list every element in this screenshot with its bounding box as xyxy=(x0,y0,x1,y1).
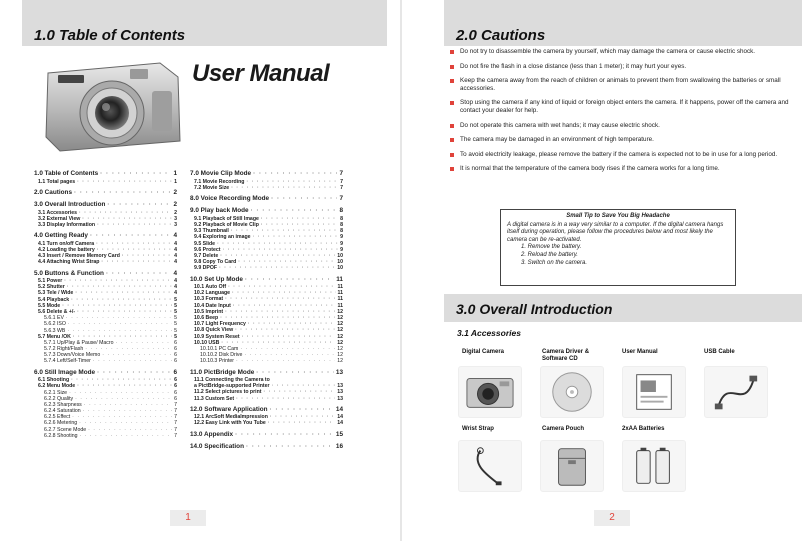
toc-entry-title: 6.2.5 Effect xyxy=(44,414,71,421)
toc-entry-title: 1.1 Total pages xyxy=(38,178,76,185)
toc-entry-title: 7.0 Movie Clip Mode xyxy=(190,170,252,177)
toc-leader-dots xyxy=(268,420,335,426)
toc-entry-title: 4.3 Insert / Remove Memory Card xyxy=(38,253,120,260)
toc-leader-dots xyxy=(101,259,172,265)
toc-entry-page: 6 xyxy=(174,346,177,353)
toc-entry-page: 8 xyxy=(340,215,343,222)
toc-entry[interactable] xyxy=(34,190,177,198)
toc-entry[interactable] xyxy=(190,432,343,440)
toc-leader-dots xyxy=(251,208,338,214)
toc-entry-title: 10.6 Beep xyxy=(194,315,219,321)
user-manual-icon xyxy=(622,366,686,418)
toc-entry-title: 5.1 Power xyxy=(38,278,63,284)
toc-entry-title: 10.9 System Reset xyxy=(194,333,240,340)
toc-entry-title: 1.0 Table of Contents xyxy=(34,170,99,177)
caution-text: Stop using the camera if any kind of liquid or foreign object enters the camera. If it happens, power off the camera and contact your dealer for help. xyxy=(460,99,789,114)
toc-column-left xyxy=(34,166,177,439)
camera-image xyxy=(40,55,190,155)
toc-leader-dots xyxy=(107,202,171,208)
cautions-header-bar xyxy=(444,0,802,46)
tip-title: Small Tip to Save You Big Headache xyxy=(566,213,670,219)
toc-entry-title: 9.4 Exploring an image xyxy=(194,234,251,241)
toc-entry-page: 14 xyxy=(337,414,343,421)
toc-entry-title: 5.6.1 EV xyxy=(44,315,64,322)
left-page xyxy=(0,0,400,541)
toc-header-bar xyxy=(22,0,387,46)
usb-cable-icon xyxy=(704,366,768,418)
toc-leader-dots xyxy=(90,233,171,239)
toc-entry-page: 2 xyxy=(173,201,177,209)
toc-entry-title: 12.1 ArcSoft MediaImpression xyxy=(194,414,268,421)
toc-entry-title: 9.9 DPOF xyxy=(194,265,218,272)
toc-entry-title: 10.10.1 PC Cam xyxy=(200,345,239,352)
toc-entry-page: 6 xyxy=(174,389,177,396)
tip-step: 1. Remove the battery. xyxy=(521,244,582,251)
toc-entry-page: 4 xyxy=(173,232,177,240)
toc-entry-title: 5.7.1 Up/Play & Pause/ Macro xyxy=(44,339,114,346)
toc-entry[interactable] xyxy=(34,259,177,265)
toc-entry-page: 12 xyxy=(337,321,343,328)
toc-entry-page: 1 xyxy=(174,178,177,185)
toc-entry[interactable] xyxy=(34,202,177,210)
toc-leader-dots xyxy=(235,432,334,438)
toc-entry-title: 10.10.2 Disk Drive xyxy=(200,352,243,359)
toc-entry-page: 7 xyxy=(174,432,177,439)
red-bullet-icon xyxy=(450,167,454,171)
toc-entry-page: 7 xyxy=(174,420,177,427)
toc-entry-page: 7 xyxy=(174,414,177,421)
toc-entry-page: 3 xyxy=(174,215,177,222)
toc-entry-page: 4 xyxy=(173,269,177,277)
toc-entry-title: 9.0 Play back Mode xyxy=(190,207,249,215)
digital-camera-icon xyxy=(458,366,522,418)
toc-entry-title: 5.4 Playback xyxy=(38,296,70,303)
toc-entry-title: 5.6 Delete & +/- xyxy=(38,308,76,315)
toc-entry-title: 9.3 Thumbnail xyxy=(194,228,229,235)
toc-leader-dots xyxy=(236,396,335,402)
red-bullet-icon xyxy=(450,101,454,105)
toc-entry-page: 11 xyxy=(337,290,343,297)
toc-entry-page: 12 xyxy=(337,315,343,321)
right-page xyxy=(402,0,802,541)
toc-entry-page: 15 xyxy=(335,430,343,438)
toc-entry-page: 5 xyxy=(174,321,177,328)
toc-entry-title: 12.0 Software Application xyxy=(190,405,268,413)
toc-entry-page: 5 xyxy=(174,296,177,303)
toc-entry-title: 5.7.3 Down/Voice Memo xyxy=(44,352,101,359)
toc-entry-title: 10.4 Date Input xyxy=(194,302,231,309)
toc-entry[interactable] xyxy=(190,396,343,402)
caution-item xyxy=(454,77,794,92)
overall-intro-header-title: 3.0 Overall Introduction xyxy=(456,301,613,317)
toc-entry[interactable] xyxy=(34,222,177,228)
toc-entry[interactable] xyxy=(190,407,343,415)
toc-entry[interactable] xyxy=(34,370,177,378)
toc-entry[interactable] xyxy=(190,277,343,285)
accessory-label: Digital Camera xyxy=(462,349,505,355)
toc-leader-dots xyxy=(74,190,171,196)
page-number-left: 1 xyxy=(170,510,206,526)
toc-entry-page: 7 xyxy=(340,184,343,191)
toc-entry-page: 4 xyxy=(174,240,177,247)
toc-leader-dots xyxy=(100,171,171,177)
toc-entry-page: 13 xyxy=(337,389,343,396)
toc-entry-title: 10.8 Quick View xyxy=(194,327,234,334)
toc-entry-page: 4 xyxy=(174,278,177,284)
toc-entry-page: 7 xyxy=(339,194,343,202)
toc-entry[interactable] xyxy=(34,358,177,364)
toc-entry-title: 6.2 Menu Mode xyxy=(38,383,76,390)
toc-entry-page: 12 xyxy=(337,352,343,359)
toc-entry-title: 7.1 Movie Recording xyxy=(194,178,245,185)
wrist-strap-icon xyxy=(458,440,522,492)
toc-entry-title: 7.2 Movie Size xyxy=(194,184,230,191)
caution-item xyxy=(454,151,794,159)
toc-entry-title: 10.3 Format xyxy=(194,296,224,303)
overall-intro-header-bar xyxy=(444,294,802,322)
toc-entry-page: 6 xyxy=(174,377,177,384)
toc-entry-page: 1 xyxy=(173,170,177,177)
toc-entry-title: 3.2 External View xyxy=(38,215,81,222)
toc-entry-title: 10.7 Light Frequency xyxy=(194,321,246,328)
toc-entry-page: 13 xyxy=(335,368,343,376)
toc-entry-title: 8.0 Voice Recording Mode xyxy=(190,194,270,202)
toc-entry-page: 11 xyxy=(336,275,343,283)
toc-entry-title: 12.2 Easy Link with You Tube xyxy=(194,420,266,427)
toc-entry-title: 5.5 Mode xyxy=(38,302,61,309)
toc-entry-title: 5.6.3 WB xyxy=(44,327,66,334)
toc-entry-title: 4.2 Loading the battery xyxy=(38,246,95,253)
toc-entry-title: 5.7.4 Left/Self-Timer xyxy=(44,358,91,365)
toc-entry-title: 5.7.2 Right/Flash xyxy=(44,346,84,353)
toc-entry-title: 11.0 PictBridge Mode xyxy=(190,368,255,376)
toc-header-title: 1.0 Table of Contents xyxy=(34,27,186,44)
toc-entry-title: 9.6 Protect xyxy=(194,246,221,253)
toc-entry-page: 2 xyxy=(173,188,177,196)
toc-entry-title: 10.0 Set Up Mode xyxy=(190,275,243,283)
red-bullet-icon xyxy=(450,153,454,157)
toc-entry-page: 12 xyxy=(337,358,343,365)
toc-entry-page: 4 xyxy=(174,290,177,297)
toc-entry[interactable] xyxy=(190,171,343,179)
toc-entry-title: 6.2.6 Metering xyxy=(44,420,78,427)
toc-entry-page: 9 xyxy=(340,234,343,241)
toc-entry-page: 16 xyxy=(335,443,343,451)
toc-entry-page: 4 xyxy=(174,246,177,253)
toc-entry-title: 3.1 Accessories xyxy=(38,209,78,216)
toc-entry[interactable] xyxy=(190,185,343,191)
toc-entry-page: 8 xyxy=(340,222,343,229)
toc-entry-page: 5 xyxy=(174,315,177,322)
toc-entry-title: 6.2.2 Quality xyxy=(44,395,74,402)
accessory-label: 2xAA Batteries xyxy=(622,426,665,432)
toc-leader-dots xyxy=(231,185,338,191)
toc-entry-page: 6 xyxy=(174,352,177,359)
toc-entry-page: 12 xyxy=(337,327,343,334)
toc-entry[interactable] xyxy=(34,171,177,179)
toc-entry-page: 13 xyxy=(337,383,343,390)
toc-entry[interactable] xyxy=(190,208,343,216)
toc-leader-dots xyxy=(219,265,335,271)
toc-entry-title: 11.1 Connecting the Camera to xyxy=(194,377,270,383)
toc-entry-title: 6.2.7 Scene Mode xyxy=(44,426,87,433)
toc-entry-title: 6.0 Still Image Mode xyxy=(34,368,96,376)
toc-entry-page: 6 xyxy=(174,383,177,390)
camera-pouch-icon xyxy=(540,440,604,492)
accessory-label: Camera Driver & Software CD xyxy=(542,349,590,362)
caution-text: Keep the camera away from the reach of children or animals to prevent them from swallowing the batteries or small accessories. xyxy=(460,77,781,92)
caution-text: It is normal that the temperature of the camera body rises if the camera works for a long time. xyxy=(460,165,720,173)
toc-entry-title: 5.7 Menu /OK xyxy=(38,333,71,340)
caution-item xyxy=(454,165,794,173)
toc-entry-page: 5 xyxy=(174,308,177,315)
caution-item xyxy=(454,122,794,130)
toc-entry-title: 6.2.4 Saturation xyxy=(44,408,81,415)
toc-entry-page: 4 xyxy=(174,253,177,260)
toc-entry-page: 7 xyxy=(174,408,177,415)
toc-entry-page: 13 xyxy=(337,395,343,402)
toc-entry-page: 8 xyxy=(339,207,343,215)
toc-column-right xyxy=(190,166,343,452)
toc-entry-title: 10.10 USB xyxy=(194,339,220,346)
red-bullet-icon xyxy=(450,124,454,128)
caution-text: Do not try to disassemble the camera by yourself, which may damage the camera or cause electric shock. xyxy=(460,48,756,55)
toc-entry[interactable] xyxy=(34,271,177,279)
toc-leader-dots xyxy=(97,222,172,228)
tip-step: 2. Reload the battery. xyxy=(521,251,578,258)
toc-entry-page: 6 xyxy=(174,339,177,346)
toc-entry-page: 9 xyxy=(340,246,343,253)
toc-entry[interactable] xyxy=(190,196,343,204)
page-number-right: 2 xyxy=(594,510,630,526)
toc-entry-page: 2 xyxy=(174,209,177,216)
toc-entry[interactable] xyxy=(190,420,343,426)
cautions-header-title: 2.0 Cautions xyxy=(456,27,546,44)
toc-entry-title: 6.1 Shooting xyxy=(38,377,70,384)
toc-entry-page: 7 xyxy=(174,401,177,408)
toc-entry-page: 7 xyxy=(339,170,343,177)
toc-entry-title: 2.0 Cautions xyxy=(34,188,72,196)
cd-icon xyxy=(540,366,604,418)
toc-leader-dots xyxy=(270,407,334,413)
toc-entry-page: 3 xyxy=(174,222,177,229)
toc-entry-page: 11 xyxy=(337,296,343,303)
accessories-subtitle: 3.1 Accessories xyxy=(457,328,521,338)
manual-title: User Manual xyxy=(192,60,330,87)
toc-entry-page: 6 xyxy=(173,368,177,376)
toc-entry-page: 11 xyxy=(337,302,343,309)
toc-leader-dots xyxy=(253,171,337,177)
red-bullet-icon xyxy=(450,138,454,142)
tip-body: A digital camera is in a way very similar to a computer. If the digital camera hangs itself during operation, please follow the procedures below and most likely the camera can be re-activated. xyxy=(507,221,724,243)
tip-step: 3. Switch on the camera. xyxy=(521,259,588,266)
toc-entry[interactable] xyxy=(190,370,343,378)
toc-leader-dots xyxy=(79,433,172,439)
toc-entry-title: 9.5 Slide xyxy=(194,240,216,247)
cautions-list xyxy=(454,48,794,180)
red-bullet-icon xyxy=(450,50,454,54)
toc-entry-page: 12 xyxy=(337,333,343,340)
toc-entry-page: 10 xyxy=(337,253,343,259)
caution-text: To avoid electricity leakage, please remove the battery if the camera is expected not to be in use for a long period. xyxy=(460,150,778,158)
toc-entry[interactable] xyxy=(34,179,177,185)
toc-entry-title: 11.3 Custom Set xyxy=(194,395,235,402)
toc-entry-title: 9.8 Copy To Card xyxy=(194,259,237,266)
accessory-label: User Manual xyxy=(622,349,658,355)
toc-leader-dots xyxy=(246,444,334,450)
toc-entry-page: 4 xyxy=(174,284,177,291)
caution-text: Do not fire the flash in a close distance (less than 1 meter); it may hurt your eyes. xyxy=(460,62,687,70)
accessory-label: USB Cable xyxy=(704,349,735,355)
toc-entry-title: 4.0 Getting Ready xyxy=(34,232,88,240)
tip-box xyxy=(500,209,736,286)
toc-entry-title: 5.0 Buttons & Function xyxy=(34,269,104,277)
toc-entry-page: 12 xyxy=(337,308,343,315)
toc-entry-page: 5 xyxy=(174,327,177,334)
toc-entry-page: 6 xyxy=(174,358,177,365)
toc-entry-title: 6.2.3 Sharpness xyxy=(44,401,82,408)
toc-entry-title: 5.3 Tele / Wide xyxy=(38,290,74,297)
red-bullet-icon xyxy=(450,79,454,83)
toc-entry-title: a PictBridge-supported Printer xyxy=(194,383,270,390)
toc-entry-page: 14 xyxy=(337,420,343,427)
toc-entry-title: 4.4 Attaching Wrist Strap xyxy=(38,259,100,266)
toc-entry-page: 6 xyxy=(174,395,177,402)
toc-entry-title: 13.0 Appendix xyxy=(190,430,234,438)
toc-leader-dots xyxy=(256,370,334,376)
caution-item xyxy=(454,63,794,71)
toc-entry-page: 4 xyxy=(174,259,177,266)
toc-leader-dots xyxy=(245,277,334,283)
toc-leader-dots xyxy=(106,271,171,277)
batteries-icon xyxy=(622,440,686,492)
toc-entry-title: 10.10.3 Printer xyxy=(200,358,235,365)
toc-entry-title: 6.2.1 Size xyxy=(44,389,68,396)
toc-leader-dots xyxy=(93,358,172,364)
toc-entry-title: 9.2 Playback of Movie Clip xyxy=(194,222,259,229)
red-bullet-icon xyxy=(450,65,454,69)
toc-entry-title: 9.7 Delete xyxy=(194,253,219,259)
toc-entry-title: 4.1 Turn on/off Camera xyxy=(38,240,95,247)
toc-entry[interactable] xyxy=(190,358,343,364)
toc-entry-title: 5.6.2 ISO xyxy=(44,321,66,328)
toc-leader-dots xyxy=(77,179,172,185)
toc-entry-title: 3.3 Display Information xyxy=(38,222,96,229)
toc-entry-title: 10.1 Auto Off xyxy=(194,284,227,291)
toc-entry-page: 12 xyxy=(337,339,343,346)
toc-entry[interactable] xyxy=(34,233,177,241)
toc-leader-dots xyxy=(271,196,337,202)
accessory-label: Wrist Strap xyxy=(462,426,494,432)
toc-leader-dots xyxy=(236,358,335,364)
toc-entry-title: 9.1 Playback of Still Image xyxy=(194,215,259,222)
toc-leader-dots xyxy=(97,370,171,376)
caution-item xyxy=(454,136,794,144)
toc-entry[interactable] xyxy=(190,444,343,452)
toc-entry-page: 9 xyxy=(340,240,343,247)
accessory-label: Camera Pouch xyxy=(542,426,585,432)
toc-entry-page: 8 xyxy=(340,228,343,235)
toc-entry-page: 12 xyxy=(337,345,343,352)
toc-entry-title: 3.0 Overall Introduction xyxy=(34,201,106,209)
toc-entry-page: 5 xyxy=(174,302,177,309)
caution-text: The camera may be damaged in an environment of high temperature. xyxy=(460,136,654,144)
toc-entry-title: 10.2 Language xyxy=(194,290,231,297)
toc-entry-page: 5 xyxy=(174,333,177,340)
toc-entry-page: 10 xyxy=(337,259,343,266)
toc-entry-page: 10 xyxy=(337,265,343,272)
toc-entry-title: 10.5 Imprint xyxy=(194,308,224,315)
toc-entry-page: 14 xyxy=(335,405,343,413)
toc-entry-title: 5.2 Shutter xyxy=(38,284,65,291)
toc-entry-page: 7 xyxy=(174,426,177,433)
toc-entry-page: 11 xyxy=(337,284,343,291)
caution-item xyxy=(454,99,794,114)
toc-entry-title: 6.2.8 Shooting xyxy=(44,432,78,439)
caution-text: Do not operate this camera with wet hands; it may cause electric shock. xyxy=(460,121,660,129)
toc-entry[interactable] xyxy=(34,433,177,439)
toc-entry-title: 14.0 Specification xyxy=(190,443,244,451)
toc-entry-title: 11.2 Select pictures to print xyxy=(194,389,262,396)
caution-item xyxy=(454,48,794,56)
toc-entry-page: 7 xyxy=(340,178,343,185)
toc-entry[interactable] xyxy=(190,265,343,271)
